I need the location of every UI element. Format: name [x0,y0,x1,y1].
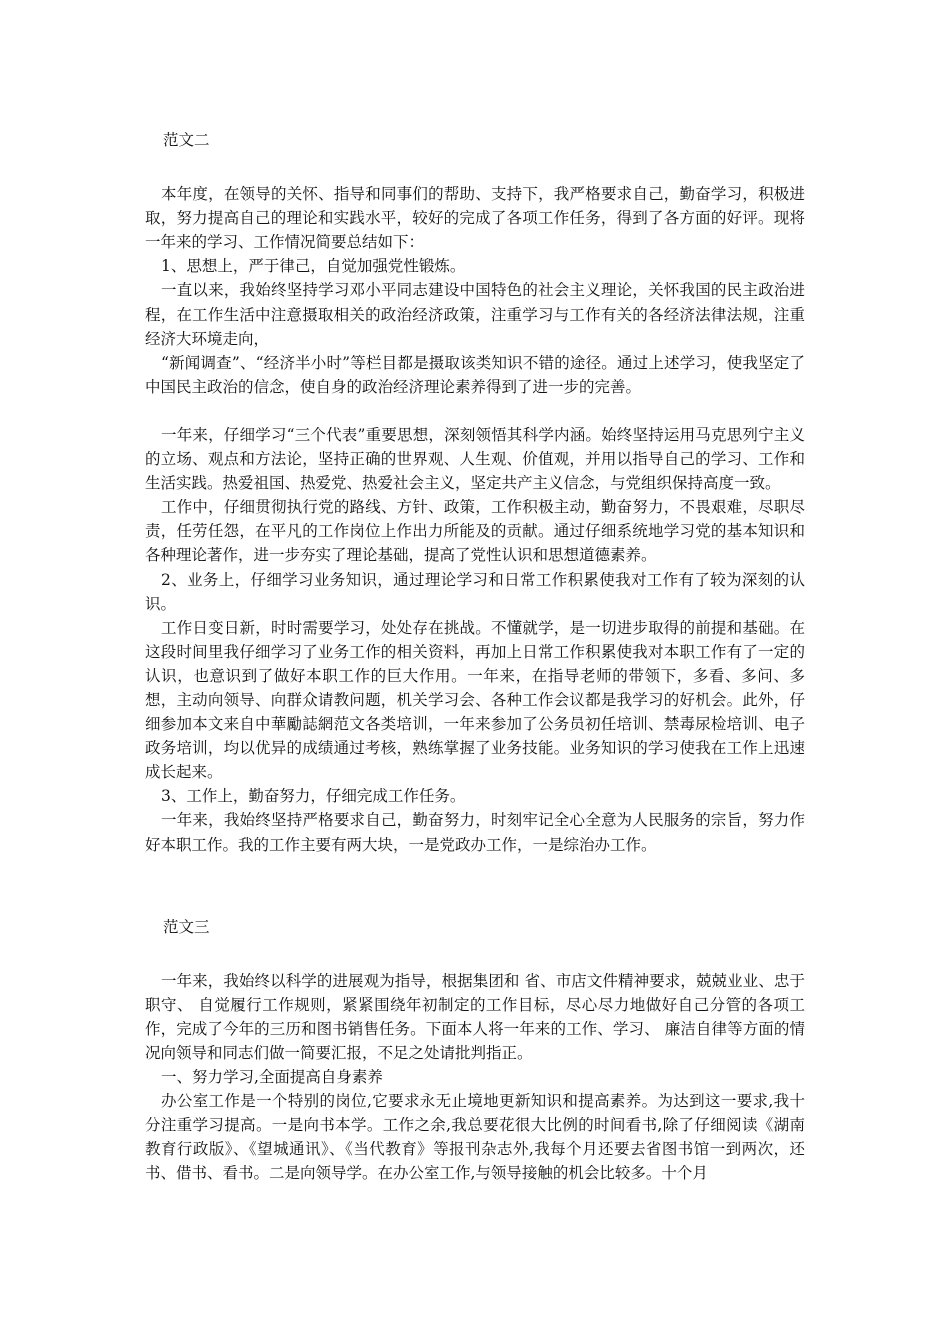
paragraph: “新闻调查”、“经济半小时”等栏目都是摄取该类知识不错的途径。通过上述学习，使我坚定了中国民主政治的信念，使自身的政治经济理论素养得到了进一步的完善。 [145,353,805,396]
paragraph: 工作中，仔细贯彻执行党的路线、方针、政策，工作积极主动，勤奋努力，不畏艰难，尽职尽责，任劳任怨，在平凡的工作岗位上作出力所能及的贡献。通过仔细系统地学习党的基本知识和各种理论著作，进一步夯实了理论基础，提高了党性认识和思想道德素养。 [145,498,805,565]
section-heading: 范文二 [163,131,210,149]
paragraph: 一、努力学习,全面提高自身素养 [161,1068,383,1087]
paragraph: 2、业务上，仔细学习业务知识，通过理论学习和日常工作积累使我对工作有了较为深刻的认识。 [145,570,805,613]
paragraph: 3、工作上，勤奋努力，仔细完成工作任务。 [161,787,466,806]
document-body [145,128,805,1186]
paragraph: 一年来，仔细学习“三个代表”重要思想，深刻领悟其科学内涵。始终坚持运用马克思列宁主义的立场、观点和方法论，坚持正确的世界观、人生观、价值观，并用以指导自己的学习、工作和生活实践。热爱祖国、热爱党、热爱社会主义，坚定共产主义信念，与党组织保持高度一致。 [145,425,805,493]
section-heading: 范文三 [163,917,210,936]
paragraph: 一年来，我始终坚持严格要求自己，勤奋努力，时刻牢记全心全意为人民服务的宗旨，努力作好本职工作。我的工作主要有两大块，一是党政办工作，一是综治办工作。 [145,811,805,854]
paragraph: 一直以来，我始终坚持学习邓小平同志建设中国特色的社会主义理论，关怀我国的民主政治进程，在工作生活中注意摄取相关的政治经济政策，注重学习与工作有关的各经济法律法规，注重经济大环境走向， [145,281,805,348]
paragraph: 一年来，我始终以科学的进展观为指导，根据集团和 省、市店文件精神要求，兢兢业业、忠于职守、 自觉履行工作规则，紧紧围绕年初制定的工作目标，尽心尽力地做好自己分管的各项工作，完成了今年的三历和图书销售任务。下面本人将一年来的工作、学习、 廉洁自律等方面的情况向领导和同志们做一简要汇报，不足之处请批判指正。 [145,971,805,1062]
paragraph: 办公室工作是一个特别的岗位,它要求永无止境地更新知识和提高素养。为达到这一要求,我十分注重学习提高。一是向书本学。工作之余,我总要花很大比例的时间看书,除了仔细阅读《湖南教育行政版》、《望城通讯》、《当代教育》等报刊杂志外,我每个月还要去省图书馆一到两次，还书、借书、看书。二是向领导学。在办公室工作,与领导接触的机会比较多。十个月 [145,1092,805,1183]
paragraph: 工作日变日新，时时需要学习，处处存在挑战。不懂就学，是一切进步取得的前提和基础。在这段时间里我仔细学习了业务工作的相关资料，再加上日常工作积累使我对本职工作有了一定的认识，也意识到了做好本职工作的巨大作用。一年来，在指导老师的带领下，多看、多问、多想，主动向领导、向群众请教问题，机关学习会、各种工作会议都是我学习的好机会。此外，仔细参加本文来自中華勵誌網范文各类培训，一年来参加了公务员初任培训、禁毒尿检培训、电子政务培训，均以优异的成绩通过考核，熟练掌握了业务技能。业务知识的学习使我在工作上迅速成长起来。 [145,618,805,782]
paragraph: 1、思想上，严于律己，自觉加强党性锻炼。 [161,257,466,276]
paragraph: 本年度，在领导的关怀、指导和同事们的帮助、支持下，我严格要求自己，勤奋学习，积极进取，努力提高自己的理论和实践水平，较好的完成了各项工作任务，得到了各方面的好评。现将一年来的学习、工作情况简要总结如下： [145,185,805,252]
